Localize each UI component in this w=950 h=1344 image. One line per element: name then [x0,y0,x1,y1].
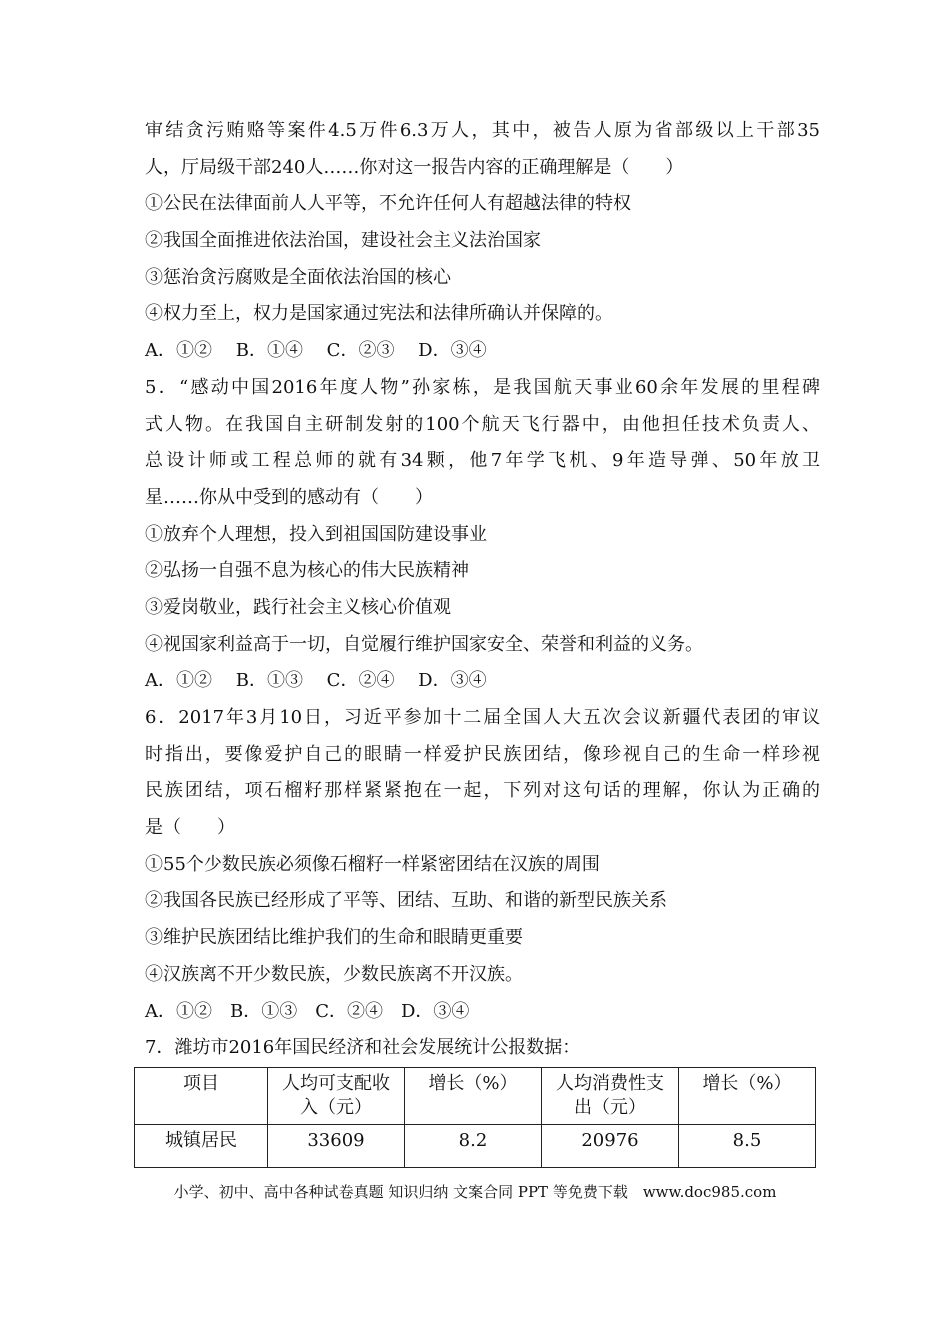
table-cell: 8.2 [405,1125,542,1168]
text-line: 人，厅局级干部240人……你对这一报告内容的正确理解是（ ） [145,156,684,178]
question-6-text: 时指出，要像爱护自己的眼睛一样爱护民族团结，像珍视自己的生命一样珍视 [145,743,820,765]
answer-choices: A．①② B．①③ C．②④ D．③④ [145,1000,470,1022]
option-statement: ①公民在法律面前人人平等，不允许任何人有超越法律的特权 [145,193,631,215]
statistics-table [134,1067,816,1168]
option-statement: ①放弃个人理想，投入到祖国国防建设事业 [145,523,487,545]
table-cell: 33609 [268,1125,405,1168]
question-6-text: 6．2017年3月10日，习近平参加十二届全国人大五次会议新疆代表团的审议 [145,707,820,728]
page-footer: 小学、初中、高中各种试卷真题 知识归纳 文案合同 PPT 等免费下载 www.doc985.com [173,1183,777,1201]
question-7-text: 7．潍坊市2016年国民经济和社会发展统计公报数据： [145,1037,581,1059]
table-header-cell: 人均消费性支出（元） [542,1068,679,1125]
option-statement: ③维护民族团结比维护我们的生命和眼睛更重要 [145,927,523,949]
table-header-row [135,1068,816,1125]
option-statement: ②我国各民族已经形成了平等、团结、互助、和谐的新型民族关系 [145,890,667,912]
question-5-text: 式人物。在我国自主研制发射的100个航天飞行器中，由他担任技术负责人、 [145,413,820,435]
question-6-text: 民族团结，项石榴籽那样紧紧抱在一起，下列对这句话的理解，你认为正确的 [145,780,820,802]
table-cell: 20976 [542,1125,679,1168]
table-cell: 8.5 [679,1125,816,1168]
answer-choices: A．①② B．①③ C．②④ D．③④ [145,670,487,692]
option-statement: ②弘扬一自强不息为核心的伟大民族精神 [145,560,469,582]
option-statement: ①55个少数民族必须像石榴籽一样紧密团结在汉族的周围 [145,853,600,875]
table-header-cell: 增长（%） [405,1068,542,1125]
question-text [145,113,820,1067]
option-statement: ④视国家利益高于一切，自觉履行维护国家安全、荣誉和利益的义务。 [145,633,703,655]
option-statement: ④汉族离不开少数民族，少数民族离不开汉族。 [145,963,523,985]
table-cell: 城镇居民 [135,1125,268,1168]
text-line: 审结贪污贿赂等案件4.5万件6.3万人，其中，被告人原为省部级以上干部35 [145,120,820,141]
table-header-cell: 人均可支配收入（元） [268,1068,405,1125]
option-statement: ④权力至上，权力是国家通过宪法和法律所确认并保障的。 [145,303,613,325]
question-5-text: 5．“感动中国2016年度人物”孙家栋，是我国航天事业60余年发展的里程碑 [145,376,820,398]
question-6-text: 是（ ） [145,817,235,839]
question-5-text: 总设计师或工程总师的就有34颗，他7年学飞机、9年造导弹、50年放卫 [145,450,820,472]
question-5-text: 星……你从中受到的感动有（ ） [145,486,433,508]
table-header-cell: 增长（%） [679,1068,816,1125]
table-row [135,1125,816,1168]
table-header-cell: 项目 [135,1068,268,1125]
option-statement: ②我国全面推进依法治国，建设社会主义法治国家 [145,230,541,252]
answer-choices: A．①② B．①④ C．②③ D．③④ [145,340,487,362]
option-statement: ③爱岗敬业，践行社会主义核心价值观 [145,596,451,618]
option-statement: ③惩治贪污腐败是全面依法治国的核心 [145,266,451,288]
